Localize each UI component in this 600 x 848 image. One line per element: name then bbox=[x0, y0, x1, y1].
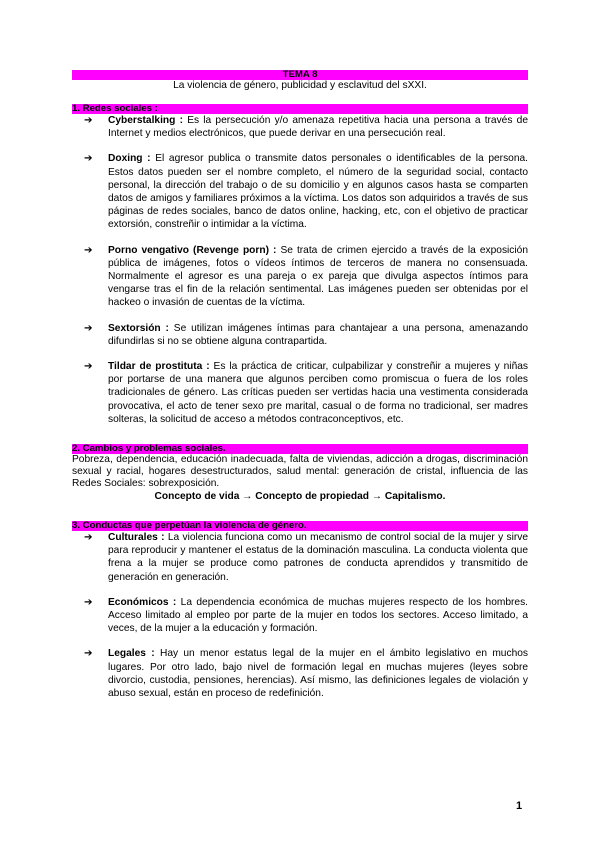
arrow-right-icon: ➔ bbox=[84, 153, 93, 165]
list-item: ➔ Culturales : La violencia funciona como un mecanismo de control social de la mujer y sirve para reproducir y mantener el estatus de la dominación masculina. La conducta violenta que frena a la mujer se produce como patrones de conducta aprendidos y transmitido de generación en generación. bbox=[84, 532, 528, 583]
section-3-list bbox=[72, 531, 528, 700]
arrow-right-icon: ➔ bbox=[84, 648, 93, 660]
document-subtitle: La violencia de género, publicidad y esclavitud del sXXI. bbox=[173, 80, 427, 91]
list-item: ➔ Económicos : La dependencia económica de muchas mujeres respecto de los hombres. Acceso limitado al empleo por parte de la mujer en todos los sectores. Acceso limitado, a veces, de la mujer a la educación y formación. bbox=[84, 596, 528, 635]
arrow-right-icon: ➔ bbox=[84, 244, 93, 256]
title-banner bbox=[72, 70, 528, 80]
section-1-heading: 1. Redes sociales : bbox=[72, 104, 528, 114]
list-item: ➔ Porno vengativo (Revenge porn) : Se trata de crimen ejercido a través de la exposición pública de imágenes, fotos o vídeos íntimos de terceros de manera no consensuada. Normalmente el agresor es una pareja o ex pareja que divulga aspectos íntimos para vengarse tras el fin de la relación sentimental. Las imágenes pueden ser obtenidas por el hackeo o invasión de cuentas de la víctima. bbox=[84, 244, 528, 309]
list-item: ➔ Legales : Hay un menor estatus legal de la mujer en el ámbito legislativo en muchos lugares. Por otro lado, bajo nivel de formación legal en muchas mujeres (leyes sobre divorcio, custodia, pensiones, herencias). Así mismo, las definiciones legales de violación y abuso sexual, están en proceso de redefinición. bbox=[84, 648, 528, 700]
arrow-right-icon: ➔ bbox=[84, 322, 93, 334]
section-1-list bbox=[72, 114, 528, 426]
list-item: ➔ Tildar de prostituta : Es la práctica de criticar, culpabilizar y constreñir a mujeres y niñas por portarse de una manera que algunos perciben como promiscua o fuera de los roles tradicionales de género. Las críticas pueden ser vertidas hacia una vestimenta considerada provocativa, el acto de tener sexo pre marital, casual o de forma no tradicional, ser madres solteras, la solicitud de acceso a métodos contraconceptivos, etc. bbox=[84, 361, 528, 425]
arrow-right-icon: ➔ bbox=[84, 532, 93, 544]
section-3-heading: 3. Conductas que perpetúan la violencia de género. bbox=[72, 521, 528, 531]
list-item: ➔ Cyberstalking : Es la persecución y/o amenaza repetitiva hacia una persona a través de Internet y medios electrónicos, que puede derivar en una persecución real. bbox=[84, 115, 528, 140]
document-title: TEMA 8 bbox=[282, 69, 318, 80]
arrow-right-icon: ➔ bbox=[84, 361, 93, 373]
section-2-paragraph: Pobreza, dependencia, educación inadecuada, falta de viviendas, adicción a drogas, discriminación sexual y racial, hogares desestructurados, salud mental: generación de cristal, influencia de las Redes Sociales: sobrexposición. bbox=[72, 454, 528, 490]
list-item: ➔ Sextorsión : Se utilizan imágenes íntimas para chantajear a una persona, amenazando difundirlas si no se obtiene alguna contrapartida. bbox=[84, 322, 528, 347]
document-page bbox=[72, 70, 528, 712]
list-item: ➔ Doxing : El agresor publica o transmite datos personales o identificables de la persona. Estos datos pueden ser el nombre completo, el número de la seguridad social, contacto personal, la dirección del trabajo o de su domicilio y en algunos casos hasta se comparten datos de amigos y familiares próximos a la víctima. Los datos son adquiridos a través de sus páginas de redes sociales, banco de datos online, hacking, etc, con el objetivo de practicar extorsión, constreñir o intimidar a la víctima. bbox=[84, 153, 528, 231]
page-number: 1 bbox=[516, 800, 523, 812]
arrow-right-icon: ➔ bbox=[84, 115, 93, 126]
section-2-heading: 2. Cambios y problemas sociales. bbox=[72, 444, 528, 454]
arrow-right-icon: ➔ bbox=[84, 596, 93, 608]
section-2-conclusion: Concepto de vida → Concepto de propiedad → Capitalismo. bbox=[154, 491, 446, 503]
